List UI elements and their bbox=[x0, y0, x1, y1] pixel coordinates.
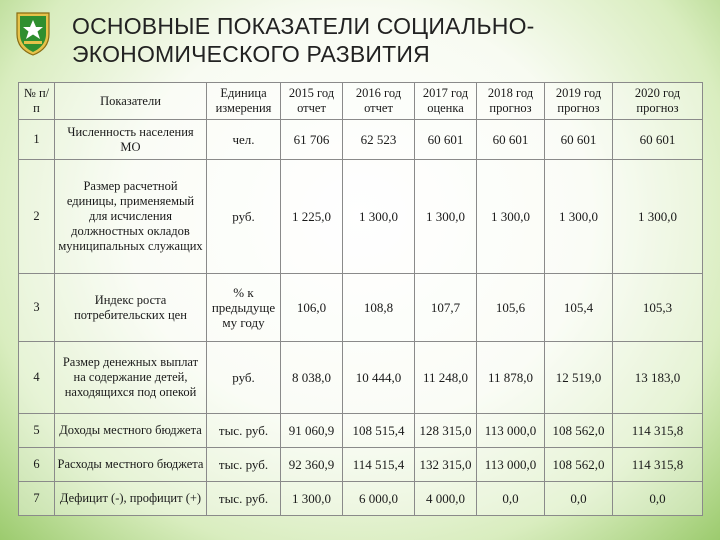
value-2019: 108 562,0 bbox=[545, 448, 613, 482]
header-2015: 2015 год отчет bbox=[281, 83, 343, 120]
value-2017: 60 601 bbox=[415, 120, 477, 160]
row-num: 7 bbox=[19, 482, 55, 516]
value-2017: 11 248,0 bbox=[415, 342, 477, 414]
row-indicator: Размер денежных выплат на содержание детей, находящихся под опекой bbox=[55, 342, 207, 414]
header-2020: 2020 год прогноз bbox=[613, 83, 703, 120]
table-row bbox=[19, 120, 703, 160]
header-unit: Единица измерения bbox=[207, 83, 281, 120]
value-2016: 114 515,4 bbox=[343, 448, 415, 482]
value-2020: 0,0 bbox=[613, 482, 703, 516]
value-2016: 62 523 bbox=[343, 120, 415, 160]
header-2018: 2018 год прогноз bbox=[477, 83, 545, 120]
row-unit: тыс. руб. bbox=[207, 414, 281, 448]
value-2018: 113 000,0 bbox=[477, 448, 545, 482]
row-indicator: Размер расчетной единицы, применяемый для исчисления должностных окладов муниципальных служащих bbox=[55, 160, 207, 274]
row-num: 6 bbox=[19, 448, 55, 482]
value-2020: 114 315,8 bbox=[613, 414, 703, 448]
title-line-1: ОСНОВНЫЕ ПОКАЗАТЕЛИ СОЦИАЛЬНО- bbox=[72, 13, 535, 39]
row-num: 1 bbox=[19, 120, 55, 160]
value-2018: 60 601 bbox=[477, 120, 545, 160]
value-2017: 4 000,0 bbox=[415, 482, 477, 516]
row-unit: руб. bbox=[207, 160, 281, 274]
row-num: 4 bbox=[19, 342, 55, 414]
value-2017: 132 315,0 bbox=[415, 448, 477, 482]
value-2020: 60 601 bbox=[613, 120, 703, 160]
header-indicator: Показатели bbox=[55, 83, 207, 120]
row-num: 3 bbox=[19, 274, 55, 342]
row-num: 2 bbox=[19, 160, 55, 274]
row-unit: чел. bbox=[207, 120, 281, 160]
header-2017: 2017 год оценка bbox=[415, 83, 477, 120]
value-2017: 107,7 bbox=[415, 274, 477, 342]
table-row bbox=[19, 448, 703, 482]
row-indicator: Доходы местного бюджета bbox=[55, 414, 207, 448]
table-row bbox=[19, 160, 703, 274]
title-line-2: ЭКОНОМИЧЕСКОГО РАЗВИТИЯ bbox=[72, 41, 430, 67]
value-2018: 113 000,0 bbox=[477, 414, 545, 448]
value-2015: 1 300,0 bbox=[281, 482, 343, 516]
value-2017: 1 300,0 bbox=[415, 160, 477, 274]
value-2020: 114 315,8 bbox=[613, 448, 703, 482]
table-row bbox=[19, 414, 703, 448]
value-2015: 8 038,0 bbox=[281, 342, 343, 414]
value-2016: 108 515,4 bbox=[343, 414, 415, 448]
coat-of-arms-icon bbox=[14, 10, 52, 56]
value-2019: 105,4 bbox=[545, 274, 613, 342]
table-header-row bbox=[19, 83, 703, 120]
page-title bbox=[72, 12, 692, 68]
value-2020: 105,3 bbox=[613, 274, 703, 342]
row-num: 5 bbox=[19, 414, 55, 448]
value-2015: 61 706 bbox=[281, 120, 343, 160]
row-indicator: Дефицит (-), профицит (+) bbox=[55, 482, 207, 516]
value-2016: 6 000,0 bbox=[343, 482, 415, 516]
value-2016: 1 300,0 bbox=[343, 160, 415, 274]
row-indicator: Расходы местного бюджета bbox=[55, 448, 207, 482]
value-2019: 60 601 bbox=[545, 120, 613, 160]
value-2020: 13 183,0 bbox=[613, 342, 703, 414]
row-indicator: Индекс роста потребительских цен bbox=[55, 274, 207, 342]
value-2019: 0,0 bbox=[545, 482, 613, 516]
value-2020: 1 300,0 bbox=[613, 160, 703, 274]
value-2018: 0,0 bbox=[477, 482, 545, 516]
value-2015: 91 060,9 bbox=[281, 414, 343, 448]
value-2019: 1 300,0 bbox=[545, 160, 613, 274]
value-2019: 12 519,0 bbox=[545, 342, 613, 414]
header-2016: 2016 год отчет bbox=[343, 83, 415, 120]
value-2016: 10 444,0 bbox=[343, 342, 415, 414]
value-2016: 108,8 bbox=[343, 274, 415, 342]
value-2017: 128 315,0 bbox=[415, 414, 477, 448]
value-2018: 11 878,0 bbox=[477, 342, 545, 414]
row-indicator: Численность населения МО bbox=[55, 120, 207, 160]
table-row bbox=[19, 482, 703, 516]
value-2018: 105,6 bbox=[477, 274, 545, 342]
value-2015: 1 225,0 bbox=[281, 160, 343, 274]
table-row bbox=[19, 342, 703, 414]
header-2019: 2019 год прогноз bbox=[545, 83, 613, 120]
table-row bbox=[19, 274, 703, 342]
value-2019: 108 562,0 bbox=[545, 414, 613, 448]
row-unit: тыс. руб. bbox=[207, 482, 281, 516]
indicators-table bbox=[18, 82, 703, 516]
row-unit: тыс. руб. bbox=[207, 448, 281, 482]
header-num: № п/п bbox=[19, 83, 55, 120]
row-unit: руб. bbox=[207, 342, 281, 414]
value-2015: 92 360,9 bbox=[281, 448, 343, 482]
value-2018: 1 300,0 bbox=[477, 160, 545, 274]
value-2015: 106,0 bbox=[281, 274, 343, 342]
row-unit: % к предыдуще му году bbox=[207, 274, 281, 342]
